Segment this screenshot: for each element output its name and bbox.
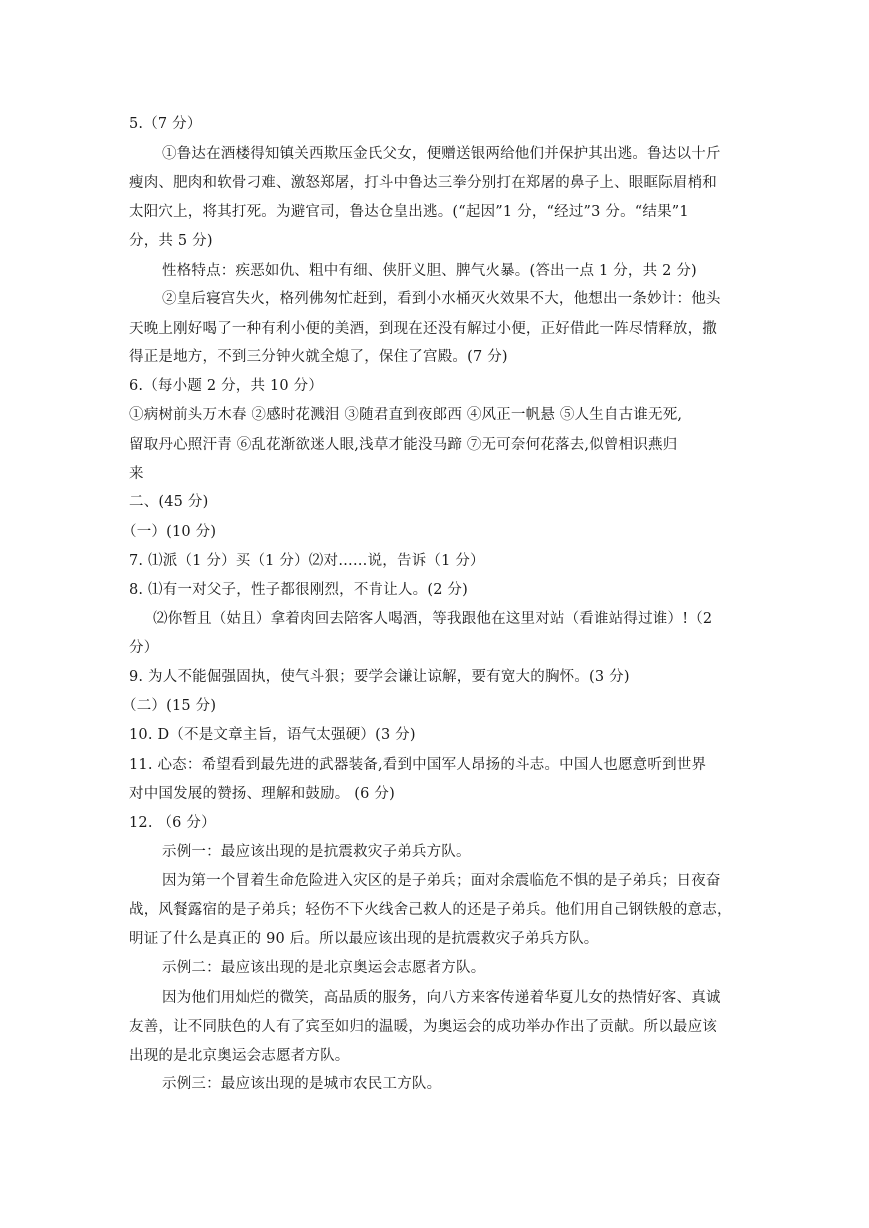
answer-7: 7. ⑴派（1 分）买（1 分）⑵对……说，告诉（1 分） <box>129 553 485 569</box>
answer-11-line1: 11. 心态：希望看到最先进的武器装备,看到中国军人昂扬的斗志。中国人也愿意听到世界 <box>129 757 707 773</box>
answer-6-line2: 留取丹心照汗青 ⑥乱花渐欲迷人眼,浅草才能没马蹄 ⑦无可奈何花落去,似曾相识燕归 <box>129 437 678 453</box>
answer-10: 10. D（不是文章主旨，语气太强硬）(3 分) <box>129 727 416 743</box>
answer-8-part1: 8. ⑴有一对父子，性子都很刚烈，不肯让人。(2 分) <box>129 582 468 598</box>
question-5-header: 5.（7 分） <box>129 116 202 132</box>
example-1-line3: 明证了什么是真正的 90 后。所以最应该出现的是抗震救灾子弟兵方队。 <box>129 931 599 947</box>
answer-5-part2-line1: ②皇后寝宫失火，格列佛匆忙赶到，看到小水桶灭火效果不大，他想出一条妙计：他头 <box>162 291 721 307</box>
subsection-1-header: （一）(10 分) <box>122 524 217 540</box>
answer-5-part1-line2: 瘦肉、肥肉和软骨刁难、激怒郑屠，打斗中鲁达三拳分别打在郑屠的鼻子上、眼眶际眉梢和 <box>129 175 717 191</box>
answer-5-part1-line1: ①鲁达在酒楼得知镇关西欺压金氏父女，便赠送银两给他们并保护其出逃。鲁达以十斤 <box>162 146 721 162</box>
answer-11-line2: 对中国发展的赞扬、理解和鼓励。 (6 分) <box>129 786 395 802</box>
answer-8-part2-line1: ⑵你暂且（姑且）拿着肉回去陪客人喝酒，等我跟他在这里对站（看谁站得过谁）!（2 <box>153 611 713 627</box>
answer-5-character-traits: 性格特点：疾恶如仇、粗中有细、侠肝义胆、脾气火暴。(答出一点 1 分，共 2 分) <box>162 263 697 279</box>
subsection-2-header: （二）(15 分) <box>122 698 217 714</box>
example-1-line1: 因为第一个冒着生命危险进入灾区的是子弟兵；面对余震临危不惧的是子弟兵；日夜奋 <box>162 873 721 889</box>
answer-5-part2-line3: 得正是地方，不到三分钟火就全熄了，保住了宫殿。(7 分) <box>129 349 508 365</box>
answer-5-part1-line4: 分，共 5 分) <box>129 233 213 249</box>
example-2-line3: 出现的是北京奥运会志愿者方队。 <box>129 1048 350 1064</box>
example-2-line2: 友善，让不同肤色的人有了宾至如归的温暖，为奥运会的成功举办作出了贡献。所以最应该 <box>129 1019 717 1035</box>
example-1-title: 示例一：最应该出现的是抗震救灾子弟兵方队。 <box>162 844 471 860</box>
section-2-header: 二、(45 分) <box>129 494 209 510</box>
question-12-header: 12. （6 分） <box>129 815 216 831</box>
question-6-header: 6.（每小题 2 分，共 10 分） <box>129 378 324 394</box>
answer-6-line1: ①病树前头万木春 ②感时花溅泪 ③随君直到夜郎西 ④风正一帆悬 ⑤人生自古谁无死, <box>129 407 683 423</box>
example-3-title: 示例三：最应该出现的是城市农民工方队。 <box>162 1076 442 1092</box>
answer-9: 9. 为人不能倔强固执，使气斗狠；要学会谦让谅解，要有宽大的胸怀。(3 分) <box>129 669 630 685</box>
example-2-line1: 因为他们用灿烂的微笑，高品质的服务，向八方来客传递着华夏儿女的热情好客、真诚 <box>162 990 721 1006</box>
answer-6-line3: 来 <box>129 466 144 482</box>
answer-5-part2-line2: 天晚上刚好喝了一种有利小便的美酒，到现在还没有解过小便，正好借此一阵尽情释放，撒 <box>129 321 717 337</box>
answer-5-part1-line3: 太阳穴上，将其打死。为避官司，鲁达仓皇出逃。(“起因”1 分，“经过”3 分。“结果”1 <box>129 204 689 220</box>
example-2-title: 示例二：最应该出现的是北京奥运会志愿者方队。 <box>162 960 486 976</box>
answer-8-part2-line2: 分） <box>129 640 159 656</box>
example-1-line2: 战，风餐露宿的是子弟兵；轻伤不下火线舍己救人的还是子弟兵。他们用自己钢铁般的意志， <box>129 902 732 918</box>
